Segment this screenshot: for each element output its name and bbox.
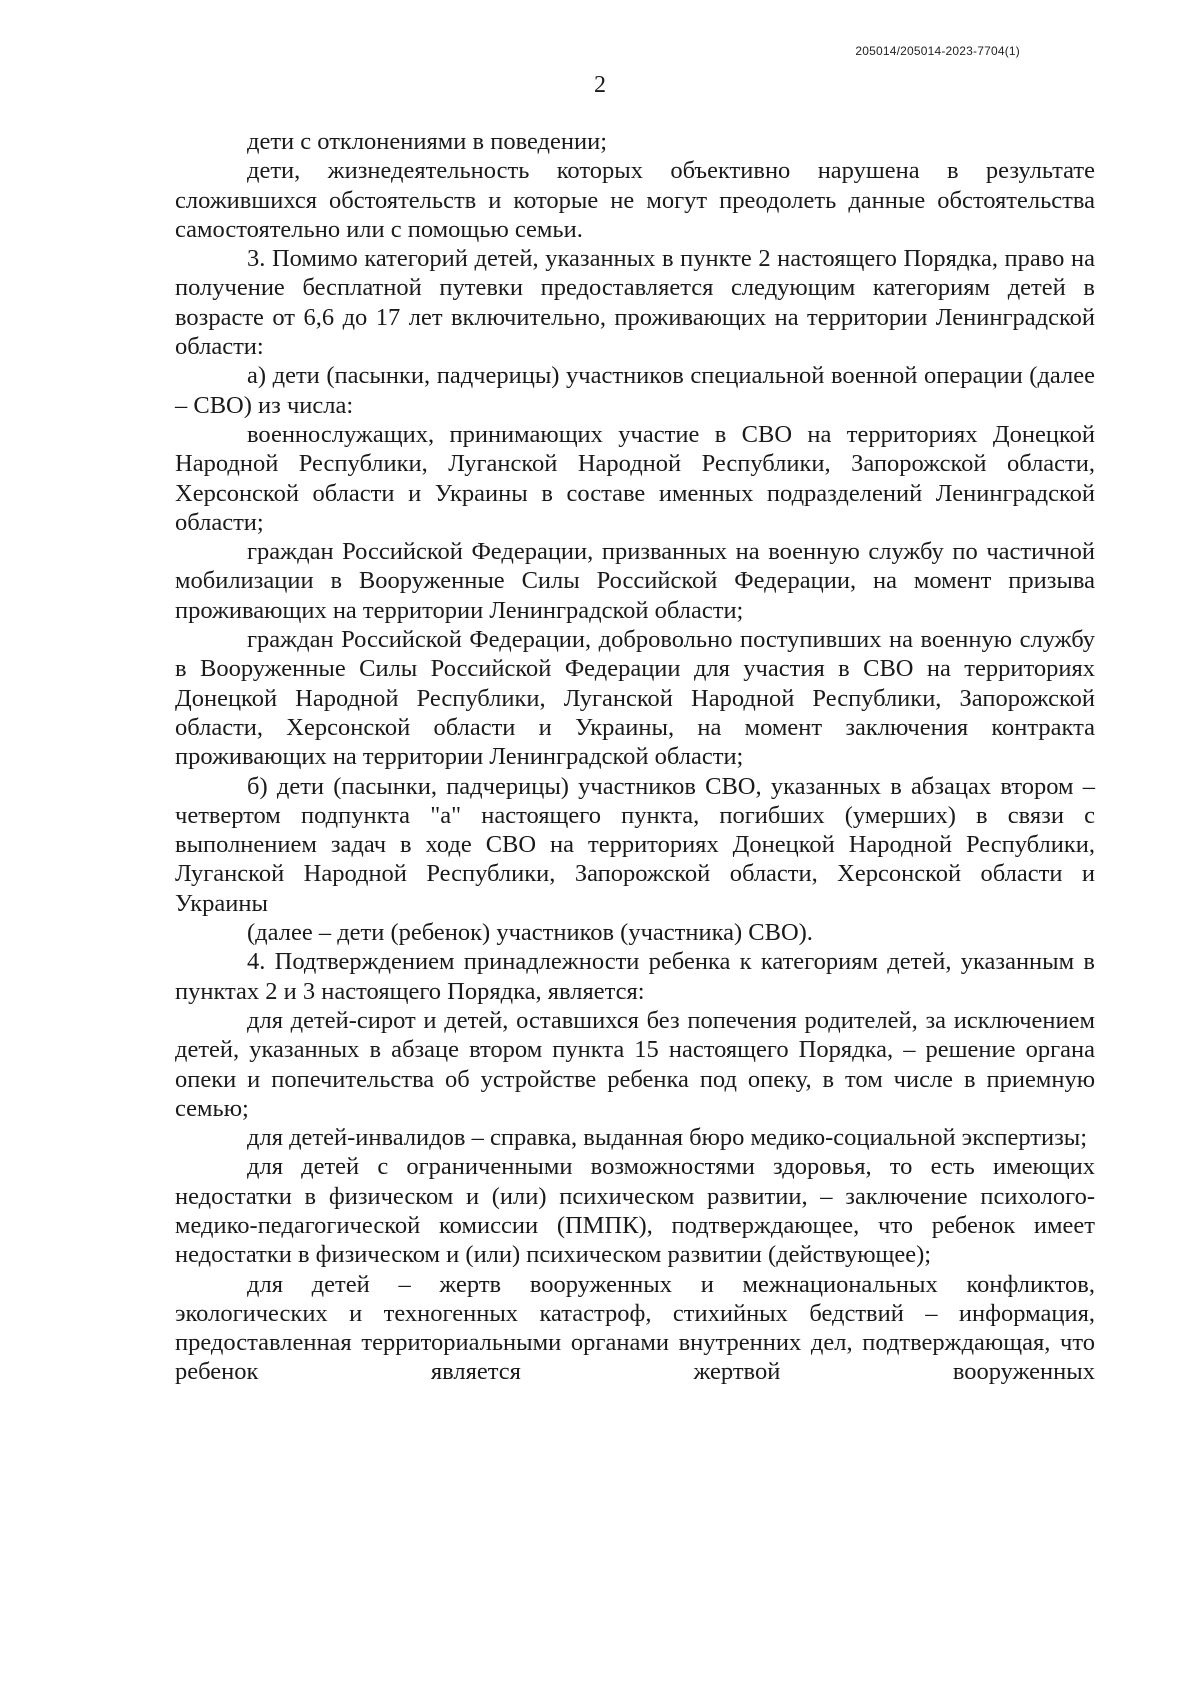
paragraph: а) дети (пасынки, падчерицы) участников специальной военной операции (далее – СВО) из числа: <box>175 362 1095 419</box>
paragraph: дети с отклонениями в поведении; <box>247 128 608 155</box>
paragraph: 4. Подтверждением принадлежности ребенка к категориям детей, указанным в пунктах 2 и 3 настоящего Порядка, является: <box>175 948 1095 1005</box>
paragraph: граждан Российской Федерации, призванных на военную службу по частичной мобилизации в Вооруженные Силы Российской Федерации, на момент призыва проживающих на территории Ленинградской области; <box>175 538 1095 624</box>
paragraph: для детей с ограниченными возможностями здоровья, то есть имеющих недостатки в физическом и (или) психическом развитии, – заключение психолого-медико-педагогической комиссии (ПМПК), подтверждающее, что ребенок имеет недостатки в физическом и (или) психическом развитии (действующее); <box>175 1153 1095 1269</box>
paragraph: граждан Российской Федерации, добровольно поступивших на военную службу в Вооруженные Силы Российской Федерации для участия в СВО на территориях Донецкой Народной Республики, Луганской Народной Республики, Запорожской области, Херсонской области и Украины, на момент заключения контракта проживающих на территории Ленинградской области; <box>175 626 1095 771</box>
paragraph: 3. Помимо категорий детей, указанных в пункте 2 настоящего Порядка, право на получение бесплатной путевки предоставляется следующим категориям детей в возрасте от 6,6 до 17 лет включительно, проживающих на территории Ленинградской области: <box>175 245 1095 361</box>
paragraph: военнослужащих, принимающих участие в СВО на территориях Донецкой Народной Республики, Луганской Народной Республики, Запорожской области, Херсонской области и Украины в составе именных подразделений Ленинградской области; <box>175 420 1095 536</box>
paragraph: б) дети (пасынки, падчерицы) участников СВО, указанных в абзацах втором – четвертом подпункта "а" настоящего пункта, погибших (умерших) в связи с выполнением задач в ходе СВО на территориях Донецкой Народной Республики, Луганской Народной Республики, Запорожской области, Херсонской области и Украины <box>175 772 1095 917</box>
paragraph: дети, жизнедеятельность которых объективно нарушена в результате сложившихся обстоятельств и которые не могут преодолеть данные обстоятельства самостоятельно или с помощью семьи. <box>175 157 1095 243</box>
paragraph: для детей-инвалидов – справка, выданная бюро медико-социальной экспертизы; <box>247 1124 1088 1152</box>
document-id: 205014/205014-2023-7704(1) <box>855 44 1020 58</box>
paragraph: для детей-сирот и детей, оставшихся без попечения родителей, за исключением детей, указанных в абзаце втором пункта 15 настоящего Порядка, – решение органа опеки и попечительства об устройстве ребенка под опеку, в том числе в приемную семью; <box>175 1006 1095 1122</box>
document-body <box>175 127 1095 1387</box>
page-number: 2 <box>594 72 606 98</box>
paragraph: (далее – дети (ребенок) участников (участника) СВО). <box>247 919 813 947</box>
paragraph: для детей – жертв вооруженных и межнациональных конфликтов, экологических и техногенных катастроф, стихийных бедствий – информация, предоставленная территориальными органами внутренних дел, подтверждающая, что ребенок является жертвой вооруженных <box>175 1270 1095 1386</box>
